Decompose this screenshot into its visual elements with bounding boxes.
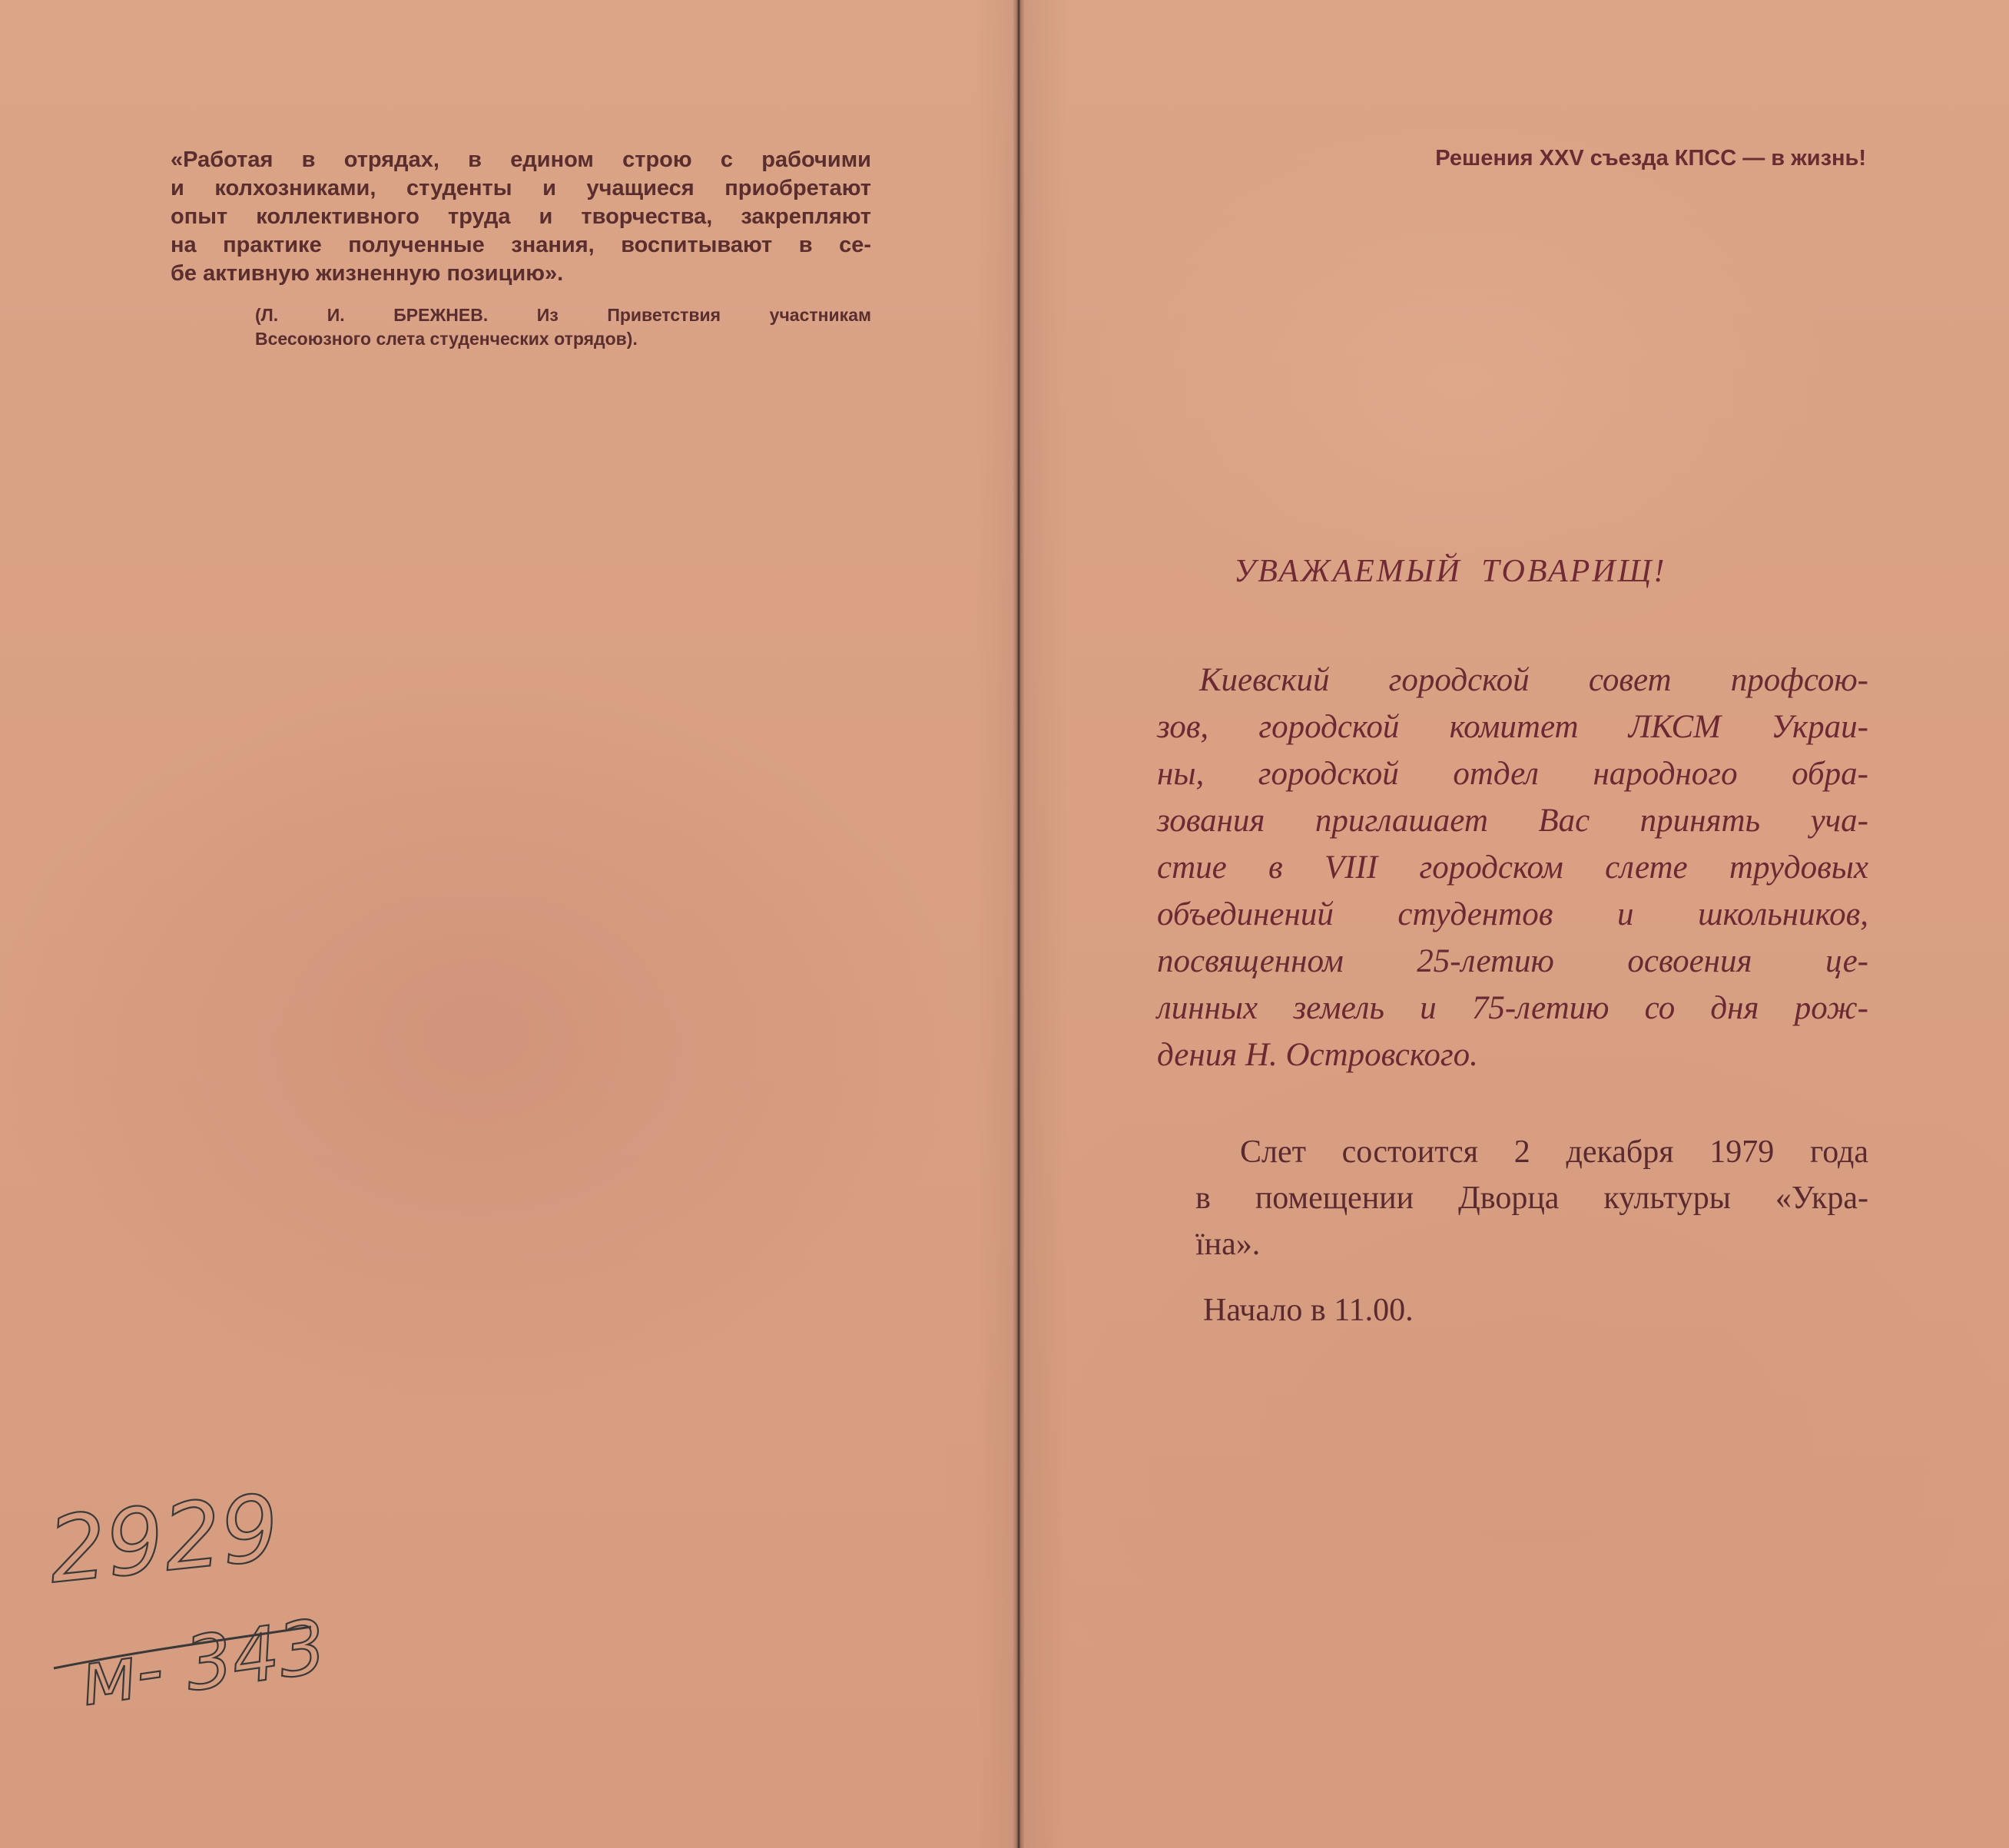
invitation-line: Киевский городской совет профсою-: [1199, 662, 1868, 698]
center-fold: [1013, 0, 1025, 1848]
attribution-line: Всесоюзного слета студенческих отрядов).: [255, 329, 638, 349]
quote-line: опыт коллективного труда и творчества, закрепляют: [171, 204, 871, 229]
event-details: [1195, 1129, 1868, 1267]
quote-line: на практике полученные знания, воспитывают в се-: [171, 233, 871, 257]
start-time: Начало в 11.00.: [1203, 1293, 1414, 1328]
invitation-line: посвященном 25-летию освоения це-: [1157, 943, 1868, 979]
invitation-line: дения Н. Островского.: [1157, 1037, 1478, 1073]
slogan: Решения XXV съезда КПСС — в жизнь!: [1435, 146, 1866, 171]
handwritten-code: м- 343: [75, 1603, 331, 1723]
quote-attribution: [255, 303, 871, 351]
attribution-line: (Л. И. БРЕЖНЕВ. Из Приветствия участникам: [255, 305, 871, 325]
details-line: їна».: [1195, 1227, 1261, 1262]
details-line: в помещении Дворца культуры «Укра-: [1195, 1181, 1868, 1216]
right-page: [1025, 0, 2009, 1848]
invitation-line: зов, городской комитет ЛКСМ Украи-: [1157, 709, 1868, 745]
quote-line: и колхозниками, студенты и учащиеся приобретают: [171, 176, 871, 200]
invitation-line: линных земель и 75-летию со дня рож-: [1157, 990, 1868, 1026]
handwritten-mark-svg: [43, 1474, 399, 1728]
invitation-line: объединений студентов и школьников,: [1157, 896, 1868, 932]
brezhnev-quote: [171, 146, 871, 288]
invitation-line: стие в VIII городском слете трудовых: [1157, 849, 1868, 886]
quote-line: бе активную жизненную позицию».: [171, 261, 564, 286]
details-line: Слет состоится 2 декабря 1979 года: [1240, 1134, 1868, 1170]
handwritten-number: 2929: [43, 1474, 284, 1604]
quote-line: «Работая в отрядах, в едином строю с рабочими: [171, 147, 871, 172]
invitation-line: ны, городской отдел народного обра-: [1157, 756, 1868, 792]
invitation-line: зования приглашает Вас принять уча-: [1157, 803, 1868, 839]
greeting-heading: УВАЖАЕМЫЙ ТОВАРИЩ!: [1234, 554, 1667, 589]
invitation-text: [1157, 657, 1868, 1078]
handwritten-archive-mark: [43, 1474, 399, 1728]
